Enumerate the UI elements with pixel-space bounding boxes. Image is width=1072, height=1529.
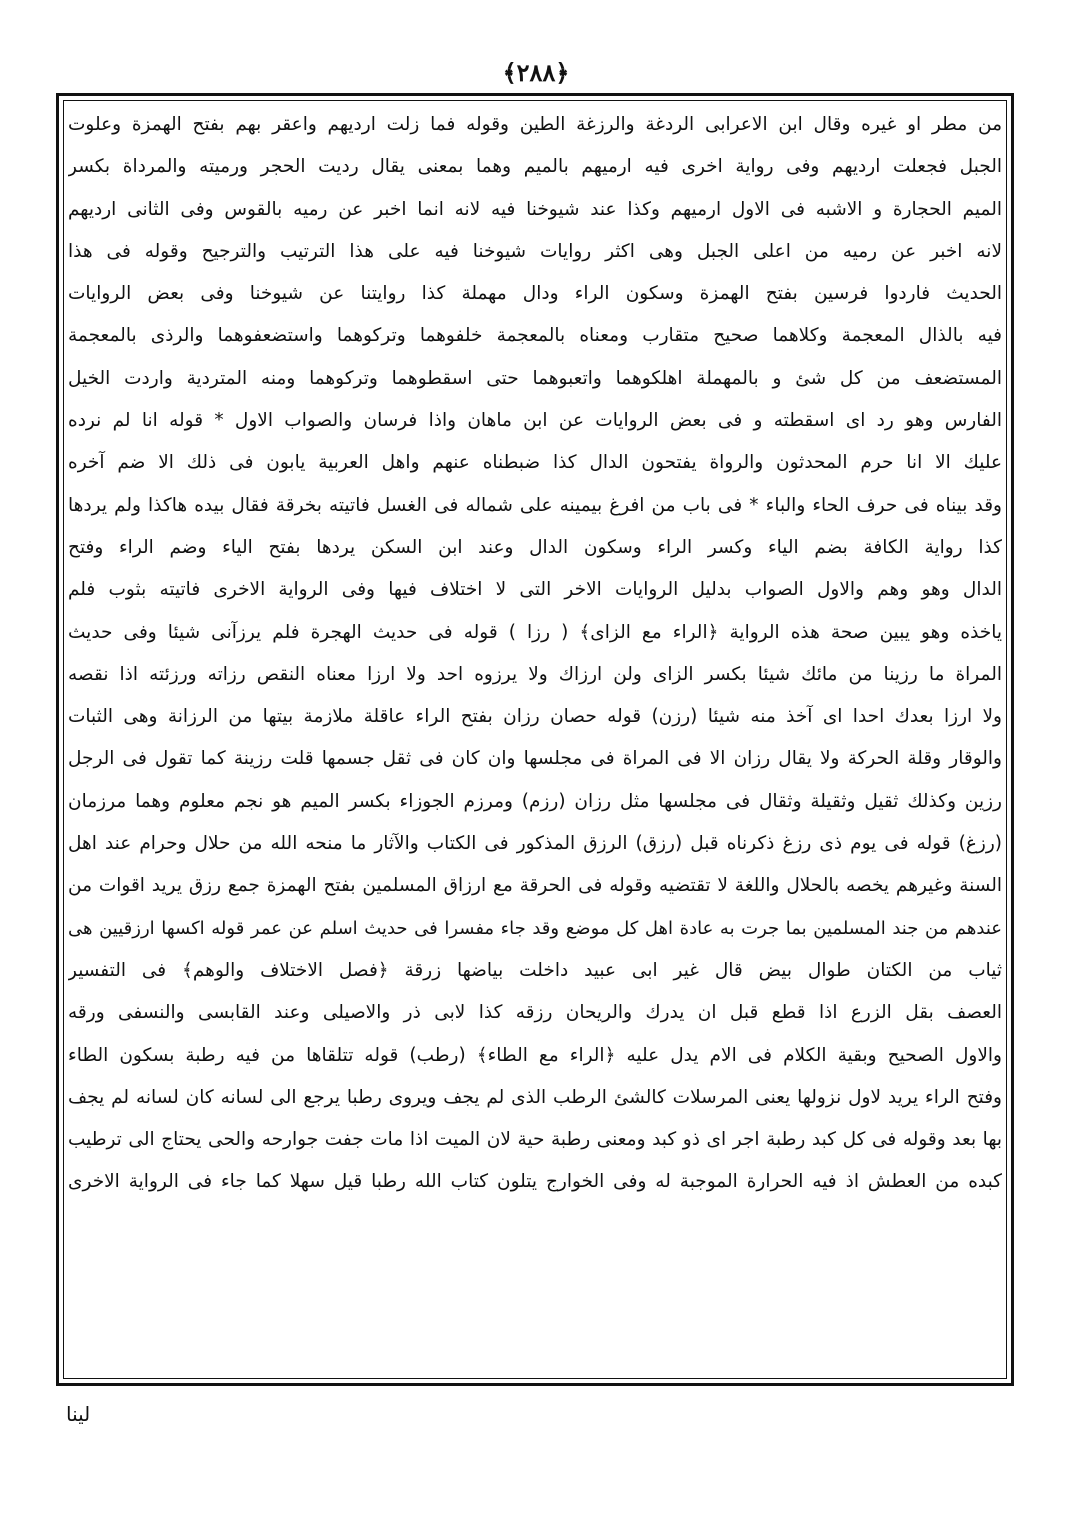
text-line: والاول الصحيح وبقية الكلام فى الام يدل عليه ﴿الراء مع الطاء﴾ (رطب) قوله تتلقاها من فيه رطبة بسكون الطاء xyxy=(68,1044,1002,1066)
text-line: ولا ارزا بعدك احدا اى آخذ منه شيئا (رزن) قوله حصان رزان بفتح الراء عاقلة ملازمة بيتها من الرزانة وهى الثبات xyxy=(68,706,1002,728)
text-line: الحديث فاردوا فرسين بفتح الهمزة وسكون الراء ودال مهملة كذا روايتنا عن شيوخنا وفى بعض الروايات xyxy=(68,283,1002,305)
text-line: ثياب من الكتان طوال بيض قال غير ابى عبيد داخلت بياضها زرقة ﴿فصل الاختلاف والوهم﴾ فى التفسير xyxy=(68,959,1002,981)
text-line: وفتح الراء يريد لاول نزولها يعنى المرسلات كالشئ الرطب الذى لم يجف ويروى رطبا يرجع الى لسانه كان لسانه لم يجف xyxy=(68,1086,1002,1108)
text-line: وقد بيناه فى حرف الحاء والباء * فى باب من افرغ بيمينه على شماله فى الغسل فاتيته بخرقة فقال بيده هاكذا ولم يردها xyxy=(68,494,1002,516)
text-line: الميم الحجارة و الاشبه فى الاول ارميهم وكذا عند شيوخنا فيه لانه انما اخبر عن رميه بالقوس وفى الثانى ارديهم xyxy=(68,198,1002,220)
text-line: فيه بالذال المعجمة وكلاهما صحيح متقارب ومعناه بالمعجمة خلفوهما وتركوهما واستضعفوهما والرذى بالمعجمة xyxy=(68,325,1002,347)
text-line: العصف بقل الزرع اذا قطع قبل ان يدرك والريحان رزقه كذا لابى ذر والاصيلى وعند القابسى والنسفى ورقه xyxy=(68,1002,1002,1024)
text-line: لانه اخبر عن رميه من اعلى الجبل وهى اكثر روايات شيوخنا فيه على هذا الترتيب والترجيح وقوله فى هذا xyxy=(68,240,1002,262)
text-line: ياخذه وهو يبين صحة هذه الرواية ﴿الراء مع الزاى﴾ ( رزا ) قوله فى حديث الهجرة فلم يرزآنى شيئا وفى حديث xyxy=(68,621,1002,643)
text-line: الجبل فجعلت ارديهم وفى رواية اخرى فيه ارميهم بالميم وهما بمعنى يقال رديت الحجر ورميته والمرداة بكسر xyxy=(68,156,1002,178)
text-line: كذا رواية الكافة بضم الياء وكسر الراء وسكون الدال وعند ابن السكن يردها بفتح الياء وضم الراء وفتح xyxy=(68,536,1002,558)
catchword: لينا xyxy=(66,1402,91,1426)
text-line: المستضعف من كل شئ و بالمهملة اهلكوهما واتعبوهما حتى اسقطوهما وتركوهما ومنه المتردية واردت الخيل xyxy=(68,367,1002,389)
text-line: المراة ما رزينا من مائك شيئا بكسر الزاى ولن ارزاك ولا يرزوه احد ولا ارزا معناه النقص رزاته ورزئته اذا نقصه xyxy=(68,663,1002,685)
page-number: ﴿٢٨٨﴾ xyxy=(502,58,570,87)
text-line: عندهم من جند المسلمين بما جرت به عادة اهل كل موضع وقد جاء مفسرا فى حديث اسلم عن عمر قوله اكسها ارزقيين هى xyxy=(68,917,1002,939)
text-line: عليك الا انا حرم المحدثون والرواة يفتحون الدال كذا ضبطناه عنهم واهل العربية يابون فى ذلك الا ضم آخره xyxy=(68,452,1002,474)
text-line: والوقار وقلة الحركة ولا يقال رزان الا فى المراة فى مجلسها وان كان فى ثقل جسمها قلت رزينة كما تقول فى الرجل xyxy=(68,748,1002,770)
text-line: (رزغ) قوله فى يوم ذى رزغ ذكرناه قبل (رزق) الرزق المذكور فى الكتاب والآثار ما منحه الله من حلال وحرام عند اهل xyxy=(68,833,1002,855)
text-line: الفارس وهو رد اى اسقطته و فى بعض الروايات عن ابن ماهان واذا فرسان والصواب الاول * قوله انا لم نرده xyxy=(68,410,1002,432)
text-line: رزين وكذلك ثقيل وثقيلة وثقال فى مجلسها مثل رزان (رزم) ومرزم الجوزاء بكسر الميم هو نجم معلوم وهما مرزمان xyxy=(68,790,1002,812)
text-body xyxy=(68,104,1002,1374)
text-line: السنة وغيرهم يخصه بالحلال واللغة لا تقتضيه وقوله فى الحرقة مع ارزاق المسلمين بفتح الهمزة جمع رزق يريد اقوات من xyxy=(68,875,1002,897)
text-line: من مطر او غيره وقال ابن الاعرابى الردغة والرزغة الطين وقوله فما زلت ارديهم واعقر بهم بفتح الهمزة وعلوت xyxy=(68,114,1002,135)
text-line: كبده من العطش اذ فيه الحرارة الموجبة له وفى الخوارج يتلون كتاب الله رطبا قيل سهلا كما جاء فى الرواية الاخرى xyxy=(68,1171,1002,1193)
text-line: بها بعد وقوله فى كل كبد رطبة اجر اى ذو كبد ومعنى رطبة حية لان الميت اذا مات جفت جوارحه والحى يحتاج الى ترطيب xyxy=(68,1129,1002,1151)
text-line: الدال وهو وهم والاول الصواب بدليل الروايات الاخر التى لا اختلاف فيها وفى الرواية الاخرى فاتيته بثوب فلم xyxy=(68,579,1002,601)
